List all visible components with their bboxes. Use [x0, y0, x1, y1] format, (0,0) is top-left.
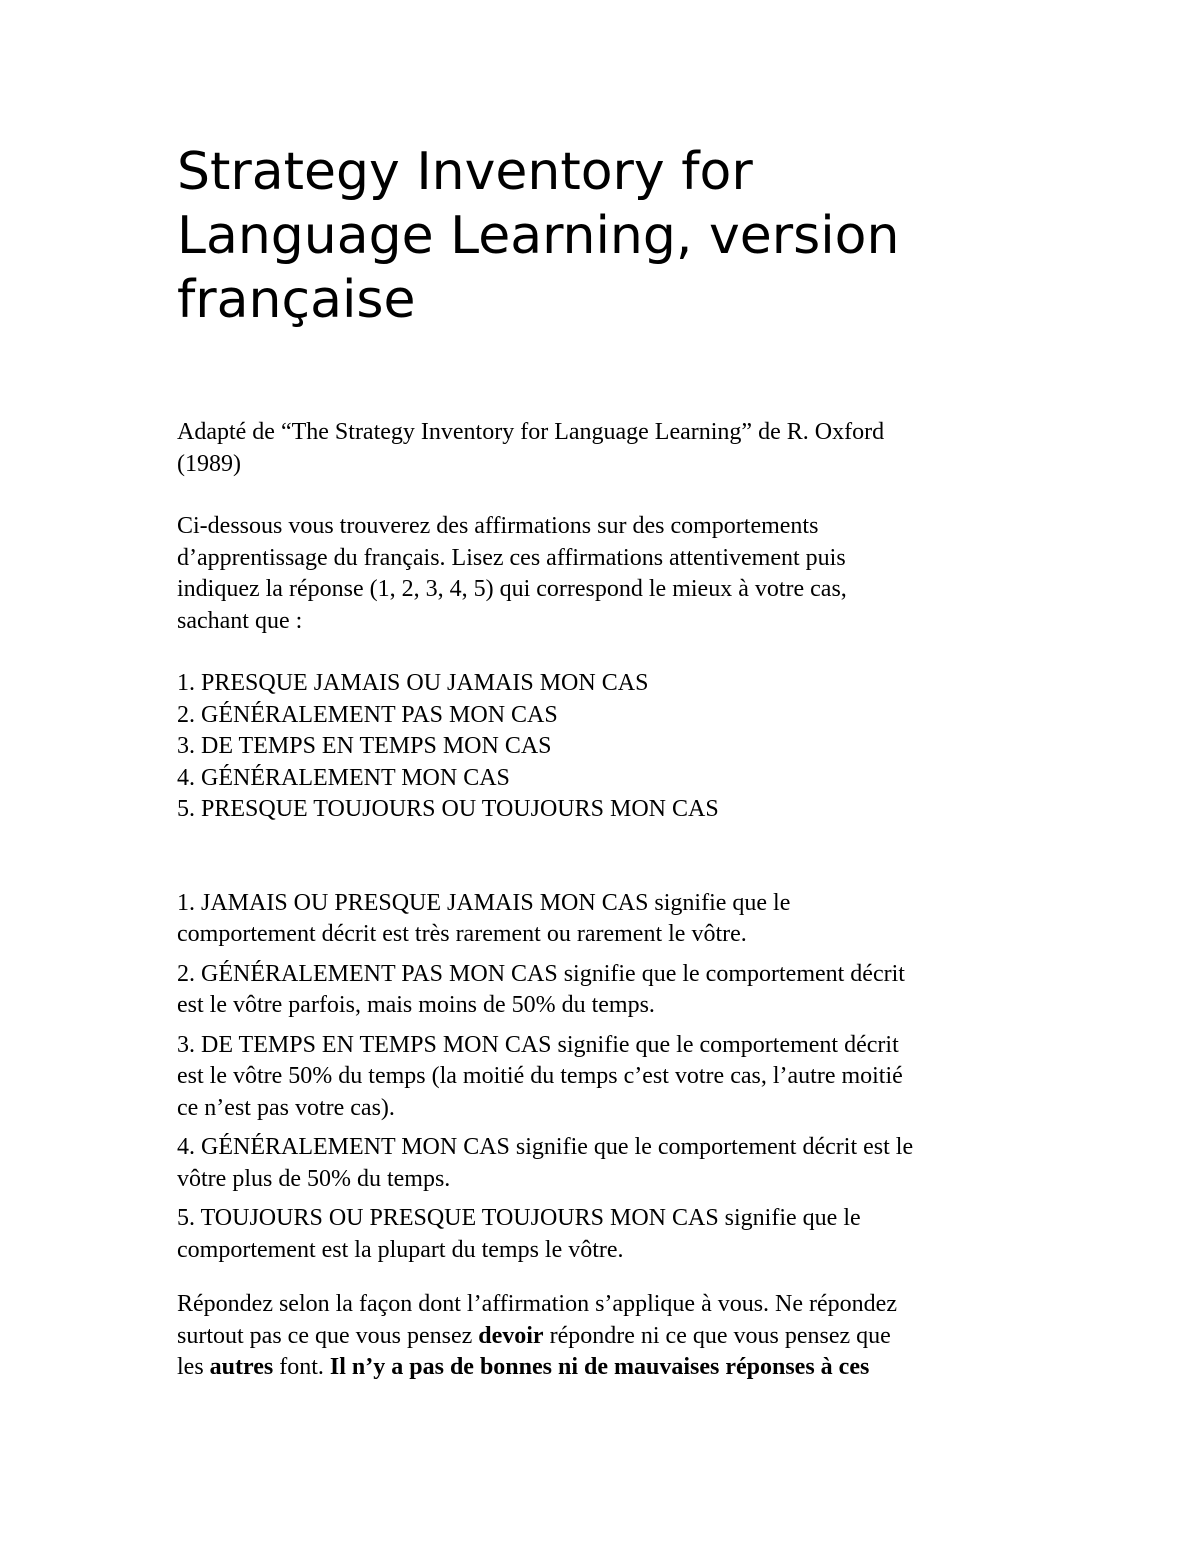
title-line: Strategy Inventory for — [177, 142, 753, 202]
definition-line: est le vôtre parfois, mais moins de 50% du temps. — [177, 992, 655, 1018]
instructions-paragraph — [177, 1289, 1047, 1384]
instructions-text: les — [177, 1354, 210, 1380]
scale-item: 3. DE TEMPS EN TEMPS MON CAS — [177, 733, 552, 759]
definition-line: 4. GÉNÉRALEMENT MON CAS signifie que le comportement décrit est le — [177, 1134, 914, 1160]
definition-paragraph — [177, 1132, 1047, 1195]
definition-line: comportement est la plupart du temps le vôtre. — [177, 1236, 624, 1263]
definition-line: 3. DE TEMPS EN TEMPS MON CAS signifie que le comportement décrit — [177, 1031, 899, 1058]
scale-item: 4. GÉNÉRALEMENT MON CAS — [177, 764, 510, 791]
definition-paragraph — [177, 959, 1047, 1022]
document-title — [177, 140, 1047, 332]
instructions-text: surtout pas ce que vous pensez — [177, 1322, 479, 1349]
intro-line: sachant que : — [177, 607, 303, 634]
definition-line: 5. TOUJOURS OU PRESQUE TOUJOURS MON CAS signifie que le — [177, 1205, 861, 1231]
definition-line: 1. JAMAIS OU PRESQUE JAMAIS MON CAS signifie que le — [177, 889, 791, 916]
instructions-line: Répondez selon la façon dont l’affirmation s’applique à vous. Ne répondez — [177, 1291, 897, 1317]
intro-paragraph — [177, 511, 1047, 637]
definition-line: vôtre plus de 50% du temps. — [177, 1165, 451, 1192]
source-line: Adapté de “The Strategy Inventory for Language Learning” de R. Oxford — [177, 419, 885, 445]
instructions-text: répondre ni ce que vous pensez que — [543, 1322, 891, 1349]
scale-definitions — [177, 888, 1047, 1267]
definition-line: ce n’est pas votre cas). — [177, 1094, 395, 1121]
intro-line: d’apprentissage du français. Lisez ces affirmations attentivement puis — [177, 544, 846, 571]
intro-line: Ci-dessous vous trouverez des affirmations sur des comportements — [177, 513, 819, 539]
instructions-text: font. — [273, 1354, 330, 1380]
scale-item: 1. PRESQUE JAMAIS OU JAMAIS MON CAS — [177, 670, 649, 696]
emphasis-autres: autres — [209, 1354, 274, 1380]
source-line: (1989) — [177, 450, 241, 477]
intro-line: indiquez la réponse (1, 2, 3, 4, 5) qui correspond le mieux à votre cas, — [177, 576, 847, 602]
emphasis-devoir: devoir — [478, 1322, 544, 1349]
title-line: Language Learning, version — [177, 206, 900, 266]
definition-line: comportement décrit est très rarement ou rarement le vôtre. — [177, 921, 747, 947]
scale-item: 2. GÉNÉRALEMENT PAS MON CAS — [177, 701, 558, 728]
definition-line: 2. GÉNÉRALEMENT PAS MON CAS signifie que le comportement décrit — [177, 960, 905, 987]
definition-paragraph — [177, 888, 1047, 951]
emphasis-no-right-answers: Il n’y a pas de bonnes ni de mauvaises réponses à ces — [329, 1354, 870, 1380]
definition-paragraph — [177, 1203, 1047, 1266]
source-citation — [177, 417, 1047, 480]
definition-line: est le vôtre 50% du temps (la moitié du temps c’est votre cas, l’autre moitié — [177, 1063, 903, 1089]
response-scale-list — [177, 668, 1047, 826]
definition-paragraph — [177, 1030, 1047, 1125]
document-content — [177, 140, 1047, 1384]
title-line: française — [177, 270, 416, 330]
scale-item: 5. PRESQUE TOUJOURS OU TOUJOURS MON CAS — [177, 796, 719, 822]
